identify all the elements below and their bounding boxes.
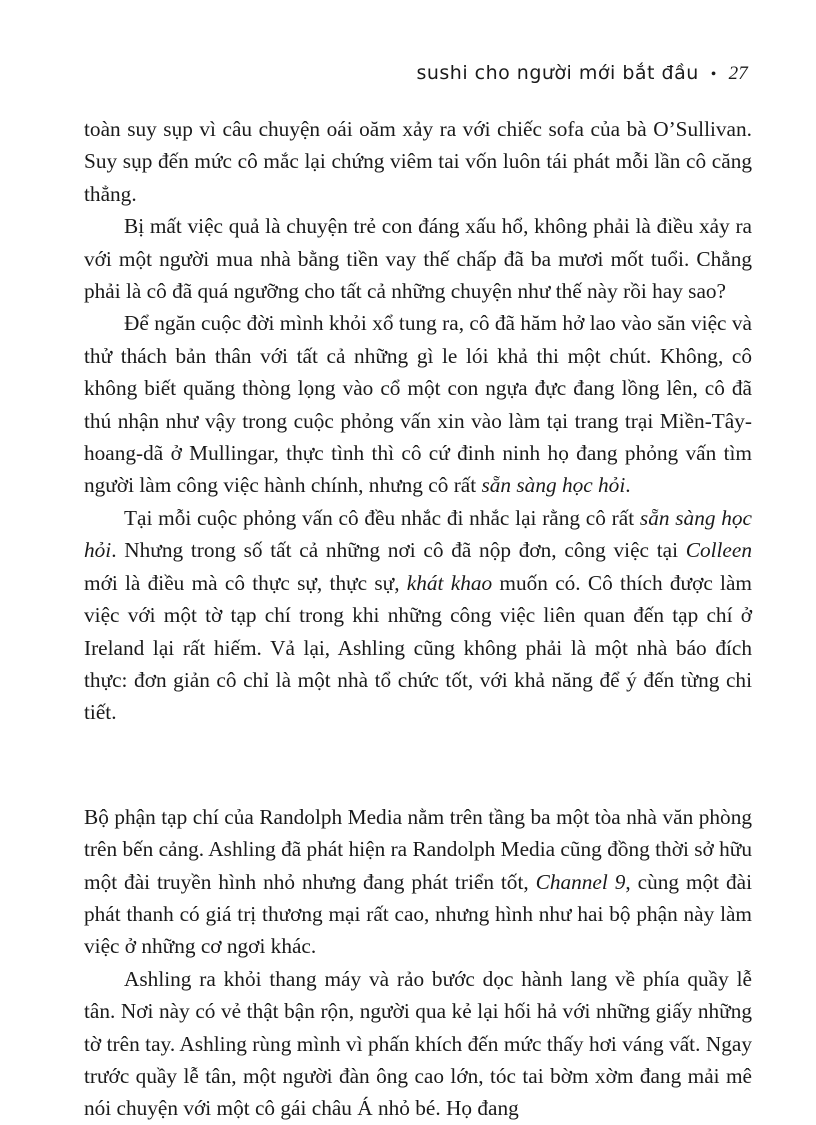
header-separator: • (710, 66, 717, 83)
paragraph (84, 801, 752, 963)
text-run: , cùng một đài phát thanh có giá trị thương mại rất cao, nhưng hình như hai bộ phận này làm việc ở những cơ ngơi khác. (84, 869, 753, 959)
channel-name: Channel 9 (535, 869, 626, 894)
body-text (84, 113, 752, 1125)
text-run: Ashling ra khỏi thang máy và rảo bước dọc hành lang về phía quầy lễ tân. Nơi này có vẻ thật bận rộn, người qua kẻ lại hối hả với những giấy những tờ trên tay. Ashling rùng mình vì phấn khích đến mức thấy hơi váng vất. Ngay trước quầy lễ tân, một người đàn ông cao lớn, tóc tai bờm xờm đang mải mê nói chuyện với một cô gái châu Á nhỏ bé. Họ đang (84, 966, 752, 1121)
text-run: . Nhưng trong số tất cả những nơi cô đã nộp đơn, công việc tại (111, 538, 686, 563)
text-run: . (625, 473, 631, 498)
text-run: mới là điều mà cô thực sự, thực sự, (84, 570, 407, 595)
text-run: muốn có. Cô thích được làm việc với một tờ tạp chí trong khi những công việc liên quan đến tạp chí ở Ireland lại rất hiếm. Vả lại, Ashling cũng không phải là một nhà báo đích thực: đơn giản cô chỉ là một nhà tổ chức tốt, với khả năng để ý đến từng chi tiết. (84, 570, 752, 725)
page-number: 27 (728, 63, 748, 84)
book-title: sushi cho người mới bắt đầu (416, 62, 699, 84)
magazine-name: Colleen (685, 538, 752, 563)
section-break (84, 729, 752, 801)
paragraph (84, 963, 752, 1125)
text-run: Bị mất việc quả là chuyện trẻ con đáng xấu hổ, không phải là điều xảy ra với một người mua nhà bằng tiền vay thế chấp đã ba mươi mốt tuổi. Chẳng phải là cô đã quá ngưỡng cho tất cả những chuyện như thế này rồi hay sao? (84, 214, 752, 304)
running-header (416, 62, 748, 85)
emphasis: khát khao (406, 570, 493, 595)
text-run: Bộ phận tạp chí của Randolph Media nằm trên tầng ba một tòa nhà văn phòng trên bến cảng. Ashling đã phát hiện ra Randolph Media cũng đồng thời sở hữu một đài truyền hình nhỏ nhưng đang phát triển tốt, (84, 804, 752, 894)
text-run: Để ngăn cuộc đời mình khỏi xổ tung ra, cô đã hăm hở lao vào săn việc và thử thách bản thân với tất cả những gì le lói khả thi một chút. Không, cô không biết quăng thòng lọng vào cổ một con ngựa đực đang lồng lên, cô đã thú nhận như vậy trong cuộc phỏng vấn xin vào làm tại trang trại Miền-Tây-hoang-dã ở Mullingar, thực tình thì cô cứ đinh ninh họ đang phỏng vấn tìm người làm công việc hành chính, nhưng cô rất (84, 311, 752, 498)
emphasis: sẵn sàng học hỏi (481, 473, 626, 498)
emphasis: sẵn sàng học hỏi (84, 505, 752, 563)
paragraph (84, 210, 752, 307)
paragraph (84, 307, 752, 501)
paragraph (84, 113, 752, 210)
paragraph (84, 502, 752, 729)
text-run: Tại mỗi cuộc phỏng vấn cô đều nhắc đi nhắc lại rằng cô rất (124, 505, 640, 530)
text-run: toàn suy sụp vì câu chuyện oái oăm xảy ra với chiếc sofa của bà O’Sullivan. Suy sụp đến mức cô mắc lại chứng viêm tai vốn luôn tái phát mỗi lần cô căng thẳng. (84, 117, 752, 206)
